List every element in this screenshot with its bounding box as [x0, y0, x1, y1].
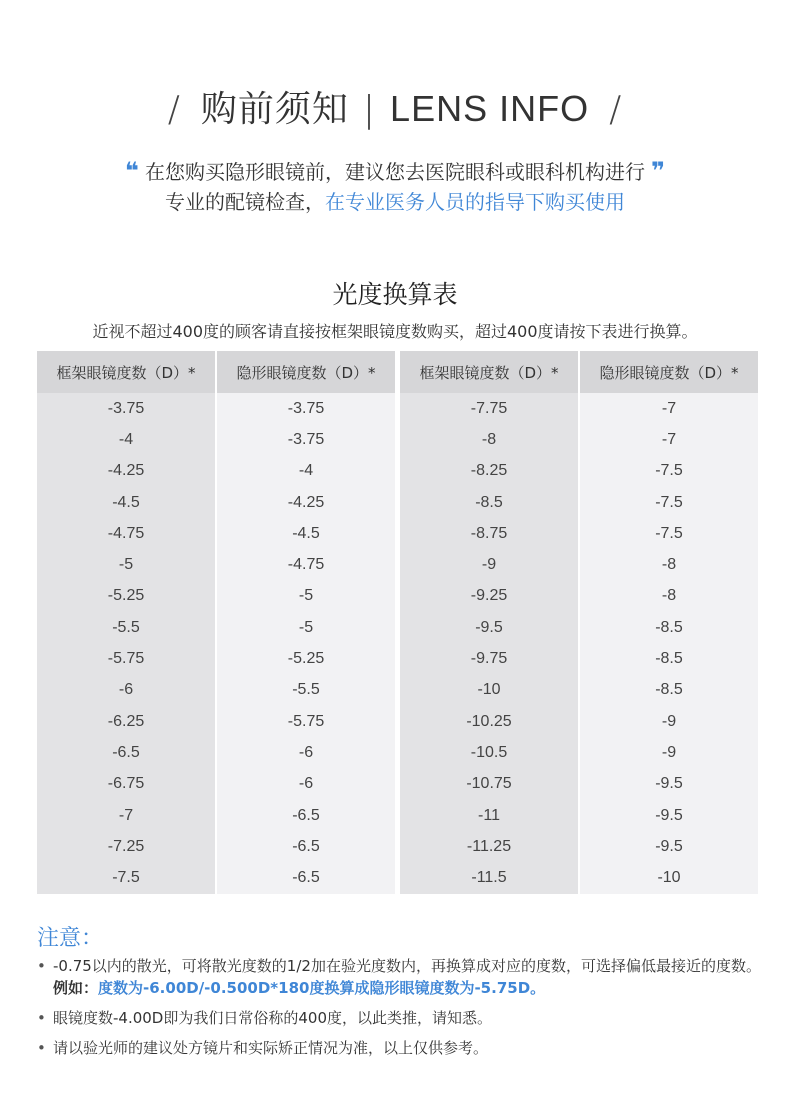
contact-power-cell: -7.5: [579, 518, 758, 549]
contact-power-cell: -6: [216, 769, 395, 800]
frame-power-cell: -7: [37, 800, 216, 831]
note2-text: 眼镜度数-4.00D即为我们日常俗称的400度，以此类推，请知悉。: [53, 1009, 492, 1027]
table-row: [37, 831, 395, 862]
frame-power-cell: -7.5: [37, 862, 216, 893]
frame-power-cell: -9.75: [400, 643, 579, 674]
contact-power-cell: -7: [579, 424, 758, 455]
contact-power-cell: -10: [579, 862, 758, 893]
header-contact-power: 隐形眼镜度数（D）*: [216, 351, 395, 393]
contact-power-cell: -6.5: [216, 831, 395, 862]
contact-power-cell: -4.75: [216, 549, 395, 580]
note1-example: 度数为-6.00D/-0.500D*180度换算成隐形眼镜度数为-5.75D。: [98, 979, 546, 997]
table-row: [400, 581, 758, 612]
frame-power-cell: -5.75: [37, 643, 216, 674]
bullet-icon: •: [37, 1039, 46, 1057]
frame-power-cell: -9: [400, 549, 579, 580]
bullet-icon: •: [37, 1009, 46, 1027]
table-row: [400, 737, 758, 768]
contact-power-cell: -5.75: [216, 706, 395, 737]
bullet-icon: •: [37, 957, 46, 975]
contact-power-cell: -9.5: [579, 769, 758, 800]
frame-power-cell: -7.25: [37, 831, 216, 862]
contact-power-cell: -9.5: [579, 831, 758, 862]
conversion-table-right: [400, 351, 758, 894]
frame-power-cell: -4.25: [37, 456, 216, 487]
intro-line2-highlight: 在专业医务人员的指导下购买使用: [325, 190, 625, 214]
table-row: [37, 456, 395, 487]
frame-power-cell: -7.75: [400, 393, 579, 424]
frame-power-cell: -5: [37, 549, 216, 580]
table-row: [37, 612, 395, 643]
frame-power-cell: -11.25: [400, 831, 579, 862]
note3-text: 请以验光师的建议处方镜片和实际矫正情况为准，以上仅供参考。: [53, 1039, 489, 1057]
table-row: [37, 737, 395, 768]
notes-list: [37, 955, 762, 1067]
frame-power-cell: -5.25: [37, 581, 216, 612]
table-row: [400, 831, 758, 862]
table-row: [400, 456, 758, 487]
table-subtitle: 近视不超过400度的顾客请直接按框架眼镜度数购买，超过400度请按下表进行换算。: [92, 322, 698, 341]
close-quote-icon: ❞: [651, 157, 666, 185]
contact-power-cell: -8.5: [579, 643, 758, 674]
table-row: [400, 769, 758, 800]
frame-power-cell: -6.5: [37, 737, 216, 768]
contact-power-cell: -9: [579, 737, 758, 768]
frame-power-cell: -11: [400, 800, 579, 831]
table-row: [400, 518, 758, 549]
contact-power-cell: -6.5: [216, 800, 395, 831]
intro-line-1: [0, 156, 790, 187]
frame-power-cell: -6.75: [37, 769, 216, 800]
contact-power-cell: -8.5: [579, 675, 758, 706]
note-item: [37, 1037, 762, 1059]
contact-power-cell: -5.5: [216, 675, 395, 706]
frame-power-cell: -10.75: [400, 769, 579, 800]
table-title: 光度换算表: [332, 280, 458, 309]
frame-power-cell: -5.5: [37, 612, 216, 643]
header-frame-power: 框架眼镜度数（D）*: [37, 351, 216, 393]
frame-power-cell: -10: [400, 675, 579, 706]
conversion-table-left: [37, 351, 395, 894]
contact-power-cell: -7.5: [579, 487, 758, 518]
frame-power-cell: -8.5: [400, 487, 579, 518]
table-row: [37, 549, 395, 580]
frame-power-cell: -11.5: [400, 862, 579, 893]
contact-power-cell: -8: [579, 549, 758, 580]
table-row: [400, 675, 758, 706]
contact-power-cell: -5: [216, 581, 395, 612]
header-slash-right: /: [609, 89, 623, 130]
frame-power-cell: -8.75: [400, 518, 579, 549]
frame-power-cell: -9.25: [400, 581, 579, 612]
table-row: [400, 549, 758, 580]
contact-power-cell: -3.75: [216, 393, 395, 424]
header-title-cn: 购前须知: [200, 89, 349, 130]
contact-power-cell: -8.5: [579, 612, 758, 643]
conversion-tables: [37, 351, 758, 895]
note1-text: -0.75以内的散光，可将散光度数的1/2加在验光度数内，再换算成对应的度数，可选择偏低最接近的度数。: [53, 957, 761, 975]
contact-power-cell: -4: [216, 456, 395, 487]
intro-line2-plain: 专业的配镜检查，: [165, 190, 325, 214]
frame-power-cell: -4.5: [37, 487, 216, 518]
table-row: [37, 800, 395, 831]
table-header-row: [37, 351, 395, 393]
page-header: [0, 84, 790, 135]
header-slash-left: /: [167, 89, 181, 130]
table-row: [37, 769, 395, 800]
contact-power-cell: -9: [579, 706, 758, 737]
header-title-en: LENS INFO: [390, 88, 590, 129]
contact-power-cell: -7.5: [579, 456, 758, 487]
table-row: [37, 487, 395, 518]
header-frame-power: 框架眼镜度数（D）*: [400, 351, 579, 393]
frame-power-cell: -4: [37, 424, 216, 455]
frame-power-cell: -3.75: [37, 393, 216, 424]
table-row: [400, 424, 758, 455]
table-row: [37, 862, 395, 893]
contact-power-cell: -4.25: [216, 487, 395, 518]
intro-text: [0, 156, 790, 217]
table-row: [37, 518, 395, 549]
frame-power-cell: -6: [37, 675, 216, 706]
table-row: [37, 581, 395, 612]
intro-line-2: [0, 187, 790, 217]
table-row: [400, 487, 758, 518]
table-row: [400, 706, 758, 737]
table-row: [37, 706, 395, 737]
table-body-left: [37, 393, 395, 894]
table-row: [400, 393, 758, 424]
frame-power-cell: -8.25: [400, 456, 579, 487]
table-row: [37, 424, 395, 455]
note1-example-label: 例如：: [53, 979, 99, 997]
header-contact-power: 隐形眼镜度数（D）*: [579, 351, 758, 393]
note-item: [37, 1007, 762, 1029]
table-header-row: [400, 351, 758, 393]
table-row: [37, 393, 395, 424]
frame-power-cell: -10.25: [400, 706, 579, 737]
table-row: [400, 643, 758, 674]
contact-power-cell: -5.25: [216, 643, 395, 674]
table-row: [400, 800, 758, 831]
frame-power-cell: -10.5: [400, 737, 579, 768]
table-row: [400, 612, 758, 643]
open-quote-icon: ❝: [124, 157, 139, 185]
table-row: [37, 643, 395, 674]
contact-power-cell: -3.75: [216, 424, 395, 455]
contact-power-cell: -9.5: [579, 800, 758, 831]
note-item: [37, 955, 762, 999]
intro-line1-text: 在您购买隐形眼镜前，建议您去医院眼科或眼科机构进行: [145, 160, 645, 184]
frame-power-cell: -9.5: [400, 612, 579, 643]
contact-power-cell: -8: [579, 581, 758, 612]
frame-power-cell: -8: [400, 424, 579, 455]
frame-power-cell: -4.75: [37, 518, 216, 549]
contact-power-cell: -6: [216, 737, 395, 768]
table-row: [400, 862, 758, 893]
frame-power-cell: -6.25: [37, 706, 216, 737]
table-row: [37, 675, 395, 706]
contact-power-cell: -5: [216, 612, 395, 643]
notes-title: 注意：: [37, 926, 104, 951]
contact-power-cell: -4.5: [216, 518, 395, 549]
table-body-right: [400, 393, 758, 894]
contact-power-cell: -7: [579, 393, 758, 424]
header-divider: |: [362, 89, 377, 130]
contact-power-cell: -6.5: [216, 862, 395, 893]
